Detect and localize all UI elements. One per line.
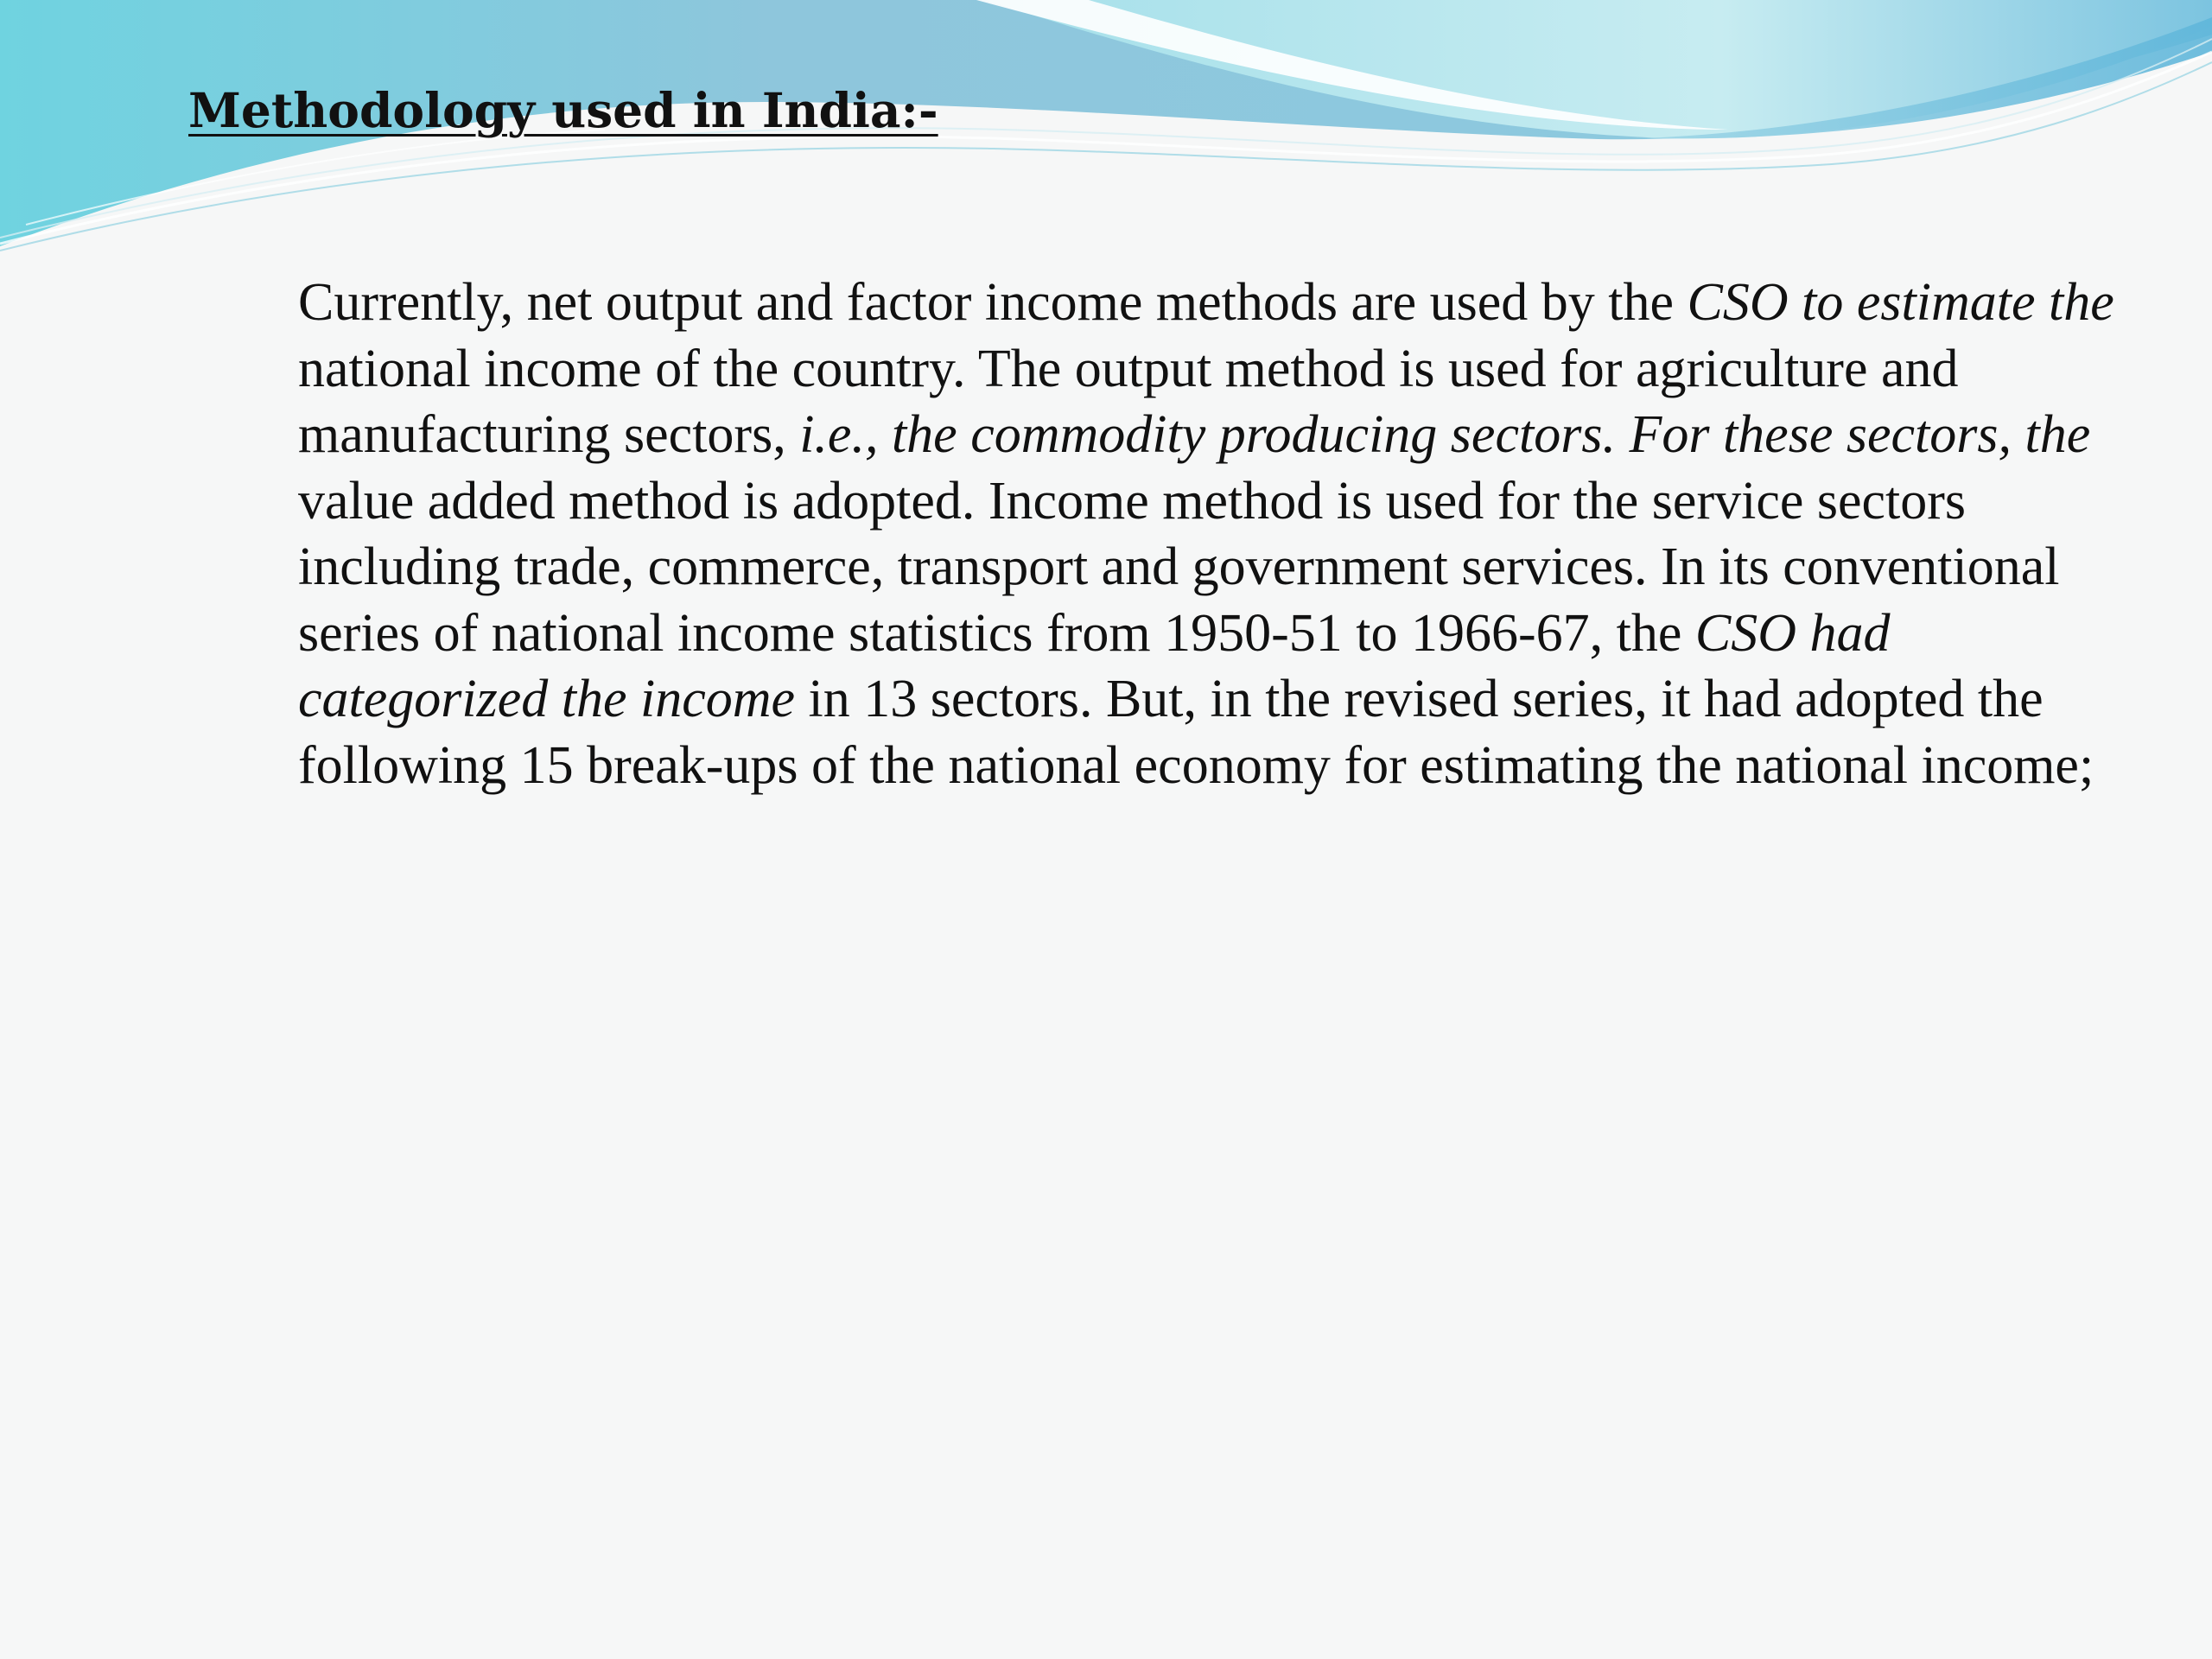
paragraph-segment-italic: CSO to estimate the	[1687, 273, 2114, 332]
paragraph-segment: Currently, net output and factor income methods are used by the	[298, 273, 1688, 332]
paragraph-segment: in 13 sectors. But, in the revised series, it had adopted the following 15 break-ups of the national economy for estimating the national income;	[298, 670, 2094, 795]
slide-title: Methodology used in India:-	[188, 82, 938, 138]
paragraph-segment-italic: CSO had categorized the income	[298, 603, 1891, 728]
paragraph-segment: value added method is adopted. Income method is used for the service sectors including trade, commerce, transport and government services. In its conventional series of national income statistics from 1950-51 to 1966-67, the	[298, 471, 2060, 663]
paragraph-segment-italic: i.e., the commodity producing sectors. For these sectors, the	[799, 405, 2091, 464]
body-paragraph	[298, 270, 2130, 798]
header-wave-decoration	[0, 0, 2212, 276]
paragraph-segment: national income of the country. The output method is used for agriculture and manufacturing sectors,	[298, 339, 1959, 464]
